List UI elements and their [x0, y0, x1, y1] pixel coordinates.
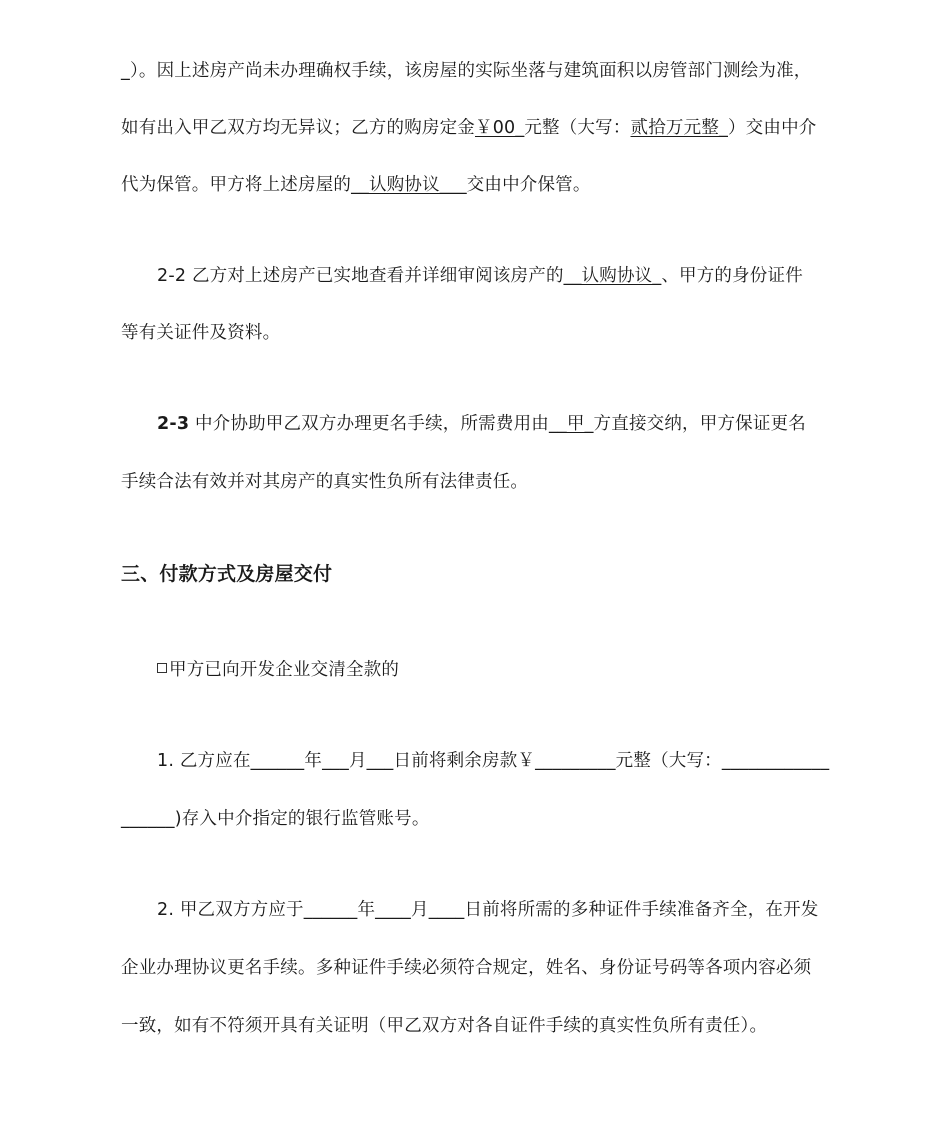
text-run: 2-2 乙方对上述房产已实地查看并详细审阅该房产的 [157, 266, 564, 286]
fee-payer: __甲_ [548, 414, 594, 434]
text-run: 日前将剩余房款￥ [393, 751, 536, 771]
deposit-amount: ￥00_ [475, 118, 525, 138]
item-2-line-1 [157, 898, 819, 922]
text-run: 元整（大写： [615, 751, 722, 771]
deposit-amount-caps: 贰拾万元整_ [630, 118, 728, 138]
section-3-heading [121, 562, 332, 586]
text-run: 1. 乙方应在 [157, 751, 251, 771]
year-blank: ______ [250, 751, 305, 771]
text-run: 代为保管。甲方将上述房屋的 [121, 175, 352, 195]
text-run: 一致，如有不符须开具有关证明（甲乙双方对各自证件手续的真实性负所有责任）。 [121, 1016, 768, 1036]
text-run: 中介协助甲乙双方办理更名手续，所需费用由 [189, 414, 549, 434]
text-run: 方直接交纳，甲方保证更名 [593, 414, 806, 434]
clause-2-3-line-2 [121, 470, 528, 494]
text-run: 企业办理协议更名手续。多种证件手续必须符合规定，姓名、身份证号码等各项内容必须 [121, 958, 812, 978]
option-label: 甲方已向开发企业交清全款的 [169, 660, 400, 680]
full-payment-option[interactable] [157, 658, 399, 682]
text-run: 月 [410, 900, 429, 920]
document-name: __认购协议_ [563, 266, 662, 286]
amount-blank: _________ [535, 751, 616, 771]
item-2-line-2 [121, 956, 811, 980]
section-title: 三、付款方式及房屋交付 [121, 563, 333, 585]
clause-number: 2-3 [157, 414, 190, 434]
month-blank: ___ [322, 751, 349, 771]
text-run: 如有出入甲乙双方均无异议；乙方的购房定金 [121, 118, 475, 138]
item-1-line-2 [121, 807, 430, 831]
year-blank: ______ [303, 900, 358, 920]
clause-2-2-line-2 [121, 321, 280, 345]
text-run: 元整（大写： [524, 118, 631, 138]
text-run: ）交由中介 [727, 118, 817, 138]
text-run: 年 [357, 900, 376, 920]
text-run: 月 [348, 751, 367, 771]
text-run: 等有关证件及资料。 [121, 323, 281, 343]
paragraph-1-line-3 [121, 173, 591, 197]
day-blank: ____ [428, 900, 465, 920]
text-run: 日前将所需的多种证件手续准备齐全，在开发 [464, 900, 819, 920]
paragraph-1-line-2 [121, 116, 816, 140]
text-run: 、甲方的身份证件 [661, 266, 803, 286]
text-run: 交由中介保管。 [466, 175, 591, 195]
amount-caps-blank: ____________ [721, 751, 830, 771]
text-run: 年 [304, 751, 323, 771]
amount-caps-blank: ______ [121, 809, 175, 829]
document-name: __认购协议___ [351, 175, 467, 195]
clause-2-3-line-1 [157, 412, 806, 436]
item-1-line-1 [157, 749, 829, 773]
month-blank: ____ [375, 900, 411, 920]
paragraph-1-line-1 [121, 59, 812, 83]
day-blank: ___ [366, 751, 394, 771]
text-run: 2. 甲乙双方方应于 [157, 900, 304, 920]
checkbox-icon[interactable] [157, 663, 167, 673]
clause-2-2-line-1 [157, 264, 803, 288]
item-2-line-3 [121, 1014, 767, 1038]
text-run: 手续合法有效并对其房产的真实性负所有法律责任。 [121, 472, 529, 492]
text-run: _）。因上述房产尚未办理确权手续，该房屋的实际坐落与建筑面积以房管部门测绘为准， [121, 61, 812, 81]
text-run: )存入中介指定的银行监管账号。 [174, 809, 430, 829]
